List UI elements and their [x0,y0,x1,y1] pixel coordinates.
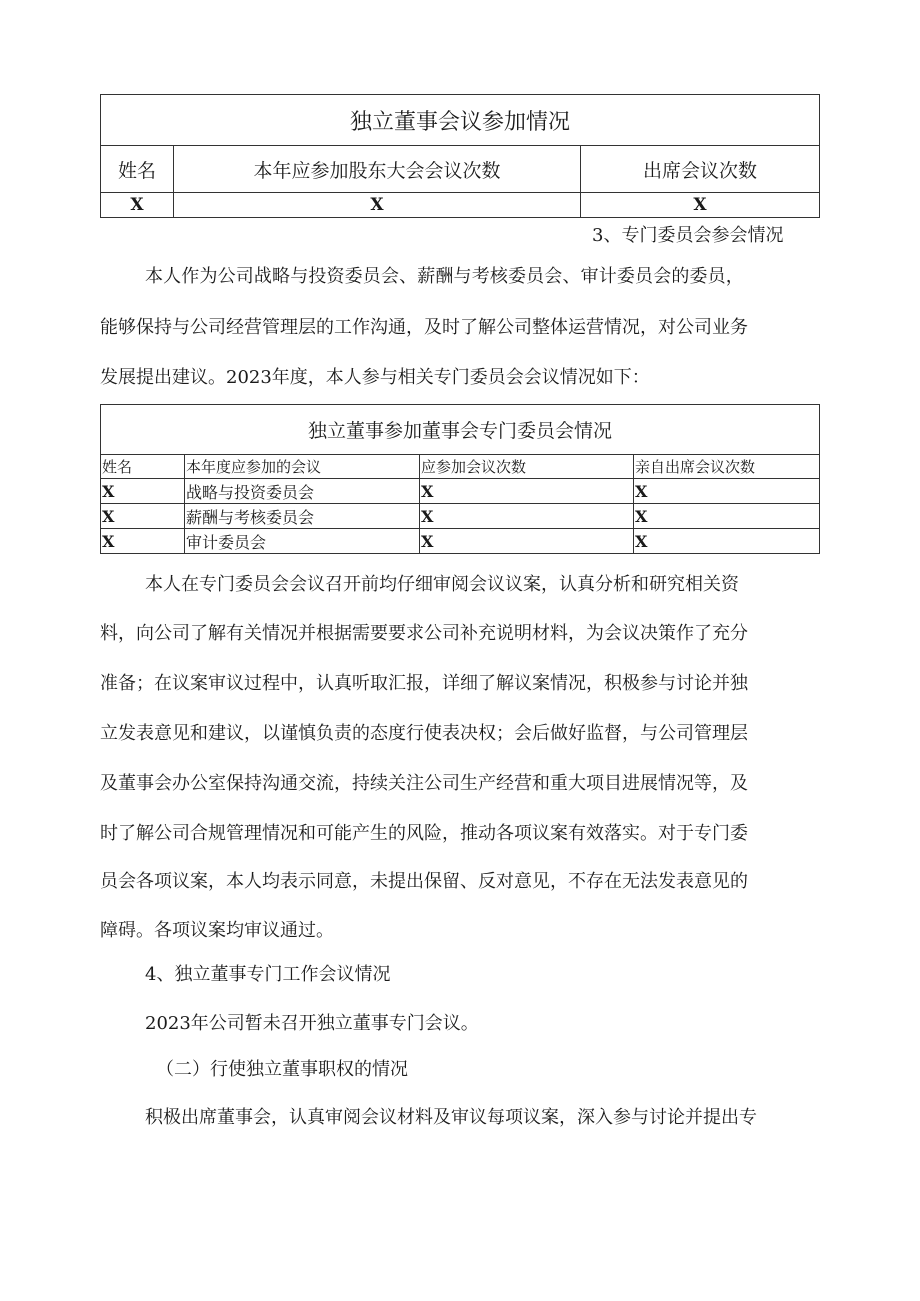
table-cell: X [101,529,185,554]
table-title: 独立董事会议参加情况 [101,95,820,146]
section-3-heading: 3、专门委员会参会情况 [592,225,784,246]
paragraph-line: 能够保持与公司经营管理层的工作沟通，及时了解公司整体运营情况，对公司业务 [100,317,748,338]
column-header: 本年应参加股东大会会议次数 [174,146,581,193]
table-cell: X [101,504,185,529]
table-row [101,504,820,529]
table-cell: X [101,479,185,504]
paragraph-line: 本人作为公司战略与投资委员会、薪酬与考核委员会、审计委员会的委员， [145,266,744,287]
paragraph-line: 及董事会办公室保持沟通交流，持续关注公司生产经营和重大项目进展情况等，及 [100,773,748,794]
table-title: 独立董事参加董事会专门委员会情况 [101,405,820,455]
column-header: 应参加会议次数 [420,455,634,479]
paragraph-line: 准备；在议案审议过程中，认真听取汇报，详细了解议案情况，积极参与讨论并独 [100,673,748,694]
table-cell: 薪酬与考核委员会 [185,504,420,529]
paragraph-line: 积极出席董事会，认真审阅会议材料及审议每项议案，深入参与讨论并提出专 [145,1107,757,1128]
paragraph-line: 时了解公司合规管理情况和可能产生的风险，推动各项议案有效落实。对于专门委 [100,823,748,844]
table-cell: X [101,193,174,218]
section-two-heading: （二）行使独立董事职权的情况 [156,1059,408,1080]
column-header: 本年度应参加的会议 [185,455,420,479]
table-cell: 审计委员会 [185,529,420,554]
paragraph-line: 料，向公司了解有关情况并根据需要要求公司补充说明材料，为会议决策作了充分 [100,623,748,644]
table-cell: X [420,504,634,529]
paragraph-line: 障碍。各项议案均审议通过。 [100,920,334,941]
section-4-text: 2023年公司暂未召开独立董事专门会议。 [145,1013,479,1034]
meeting-attendance-table [100,94,820,218]
column-header: 姓名 [101,146,174,193]
column-header: 亲自出席会议次数 [634,455,820,479]
table-cell: X [174,193,581,218]
paragraph-line: 本人在专门委员会会议召开前均仔细审阅会议议案，认真分析和研究相关资 [145,574,739,595]
section-4-heading: 4、独立董事专门工作会议情况 [145,964,391,985]
table-row [101,479,820,504]
table-row [101,529,820,554]
table-cell: X [420,479,634,504]
table-cell: X [581,193,820,218]
paragraph-line: 立发表意见和建议，以谨慎负责的态度行使表决权；会后做好监督，与公司管理层 [100,723,748,744]
column-header: 姓名 [101,455,185,479]
table-cell: X [420,529,634,554]
paragraph-line: 员会各项议案，本人均表示同意，未提出保留、反对意见，不存在无法发表意见的 [100,871,748,892]
column-header: 出席会议次数 [581,146,820,193]
table-cell: 战略与投资委员会 [185,479,420,504]
paragraph-line: 发展提出建议。2023年度，本人参与相关专门委员会会议情况如下： [100,367,650,388]
committee-attendance-table [100,404,820,554]
table-row [101,193,820,218]
table-cell: X [634,504,820,529]
table-cell: X [634,479,820,504]
table-cell: X [634,529,820,554]
